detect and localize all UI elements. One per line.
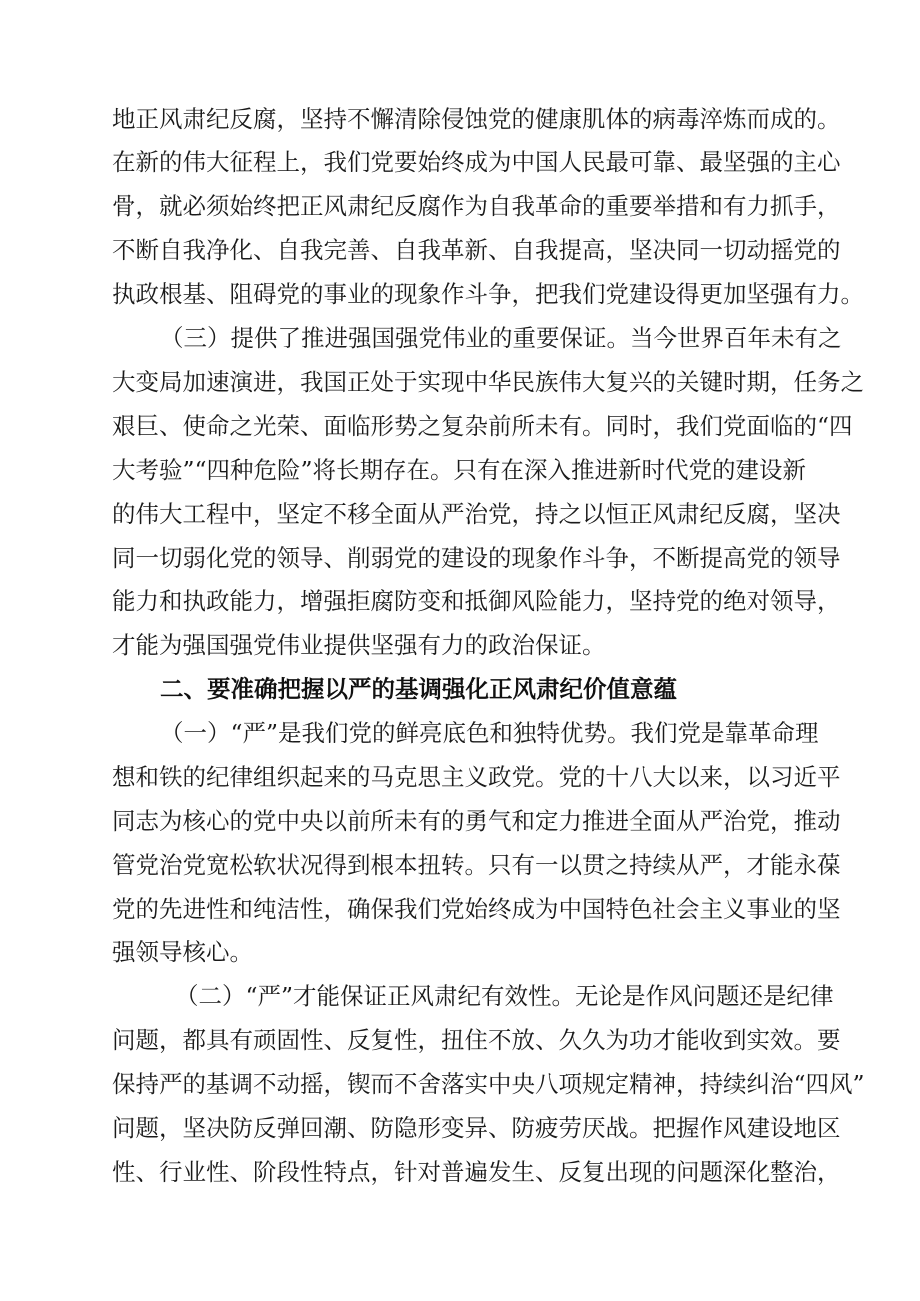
text-line: 问题，都具有顽固性、反复性，扭住不放、久久为功才能收到实效。要 (112, 1026, 841, 1054)
text-line: 不断自我净化、自我完善、自我革新、自我提高，坚决同一切动摇党的 (112, 236, 841, 264)
text-line: 能力和执政能力，增强拒腐防变和抵御风险能力，坚持党的绝对领导， (112, 587, 841, 615)
text-line: 地正风肃纪反腐，坚持不懈清除侵蚀党的健康肌体的病毒淬炼而成的。 (112, 105, 841, 133)
text-line: 才能为强国强党伟业提供坚强有力的政治保证。 (112, 631, 606, 659)
paragraph-start-line: （一）“严”是我们党的鲜亮底色和独特优势。我们党是靠革命理 (160, 719, 819, 747)
text-line: 想和铁的纪律组织起来的马克思主义政党。党的十八大以来，以习近平 (112, 763, 841, 791)
text-line: 同志为核心的党中央以前所未有的勇气和定力推进全面从严治党，推动 (112, 807, 841, 835)
text-line: 性、行业性、阶段性特点，针对普遍发生、反复出现的问题深化整治， (112, 1158, 841, 1186)
text-line: 强领导核心。 (112, 938, 253, 966)
text-line: 保持严的基调不动摇，锲而不舍落实中央八项规定精神，持续纠治“四风” (112, 1070, 865, 1098)
text-line: 骨，就必须始终把正风肃纪反腐作为自我革命的重要举措和有力抓手， (112, 192, 841, 220)
section-heading: 二、要准确把握以严的基调强化正风肃纪价值意蕴 (160, 675, 677, 703)
text-line: 在新的伟大征程上，我们党要始终成为中国人民最可靠、最坚强的主心 (112, 148, 841, 176)
text-line: 同一切弱化党的领导、削弱党的建设的现象作斗争，不断提高党的领导 (112, 544, 841, 572)
text-line: 执政根基、阻碍党的事业的现象作斗争，把我们党建设得更加坚强有力。 (112, 280, 864, 308)
text-line: 党的先进性和纯洁性，确保我们党始终成为中国特色社会主义事业的坚 (112, 895, 841, 923)
paragraph-start-line: （三）提供了推进强国强党伟业的重要保证。当今世界百年未有之 (160, 324, 842, 352)
paragraph-start-line: （二）“严”才能保证正风肃纪有效性。无论是作风问题还是纪律 (175, 982, 834, 1010)
text-line: 管党治党宽松软状况得到根本扭转。只有一以贯之持续从严，才能永葆 (112, 851, 841, 879)
text-line: 大考验”“四种危险”将长期存在。只有在深入推进新时代党的建设新 (112, 456, 807, 484)
text-line: 问题，坚决防反弹回潮、防隐形变异、防疲劳厌战。把握作风建设地区 (112, 1114, 841, 1142)
text-line: 的伟大工程中，坚定不移全面从严治党，持之以恒正风肃纪反腐，坚决 (112, 500, 841, 528)
text-line: 艰巨、使命之光荣、面临形势之复杂前所未有。同时，我们党面临的“四 (112, 412, 853, 440)
text-line: 大变局加速演进，我国正处于实现中华民族伟大复兴的关键时期，任务之 (112, 368, 864, 396)
